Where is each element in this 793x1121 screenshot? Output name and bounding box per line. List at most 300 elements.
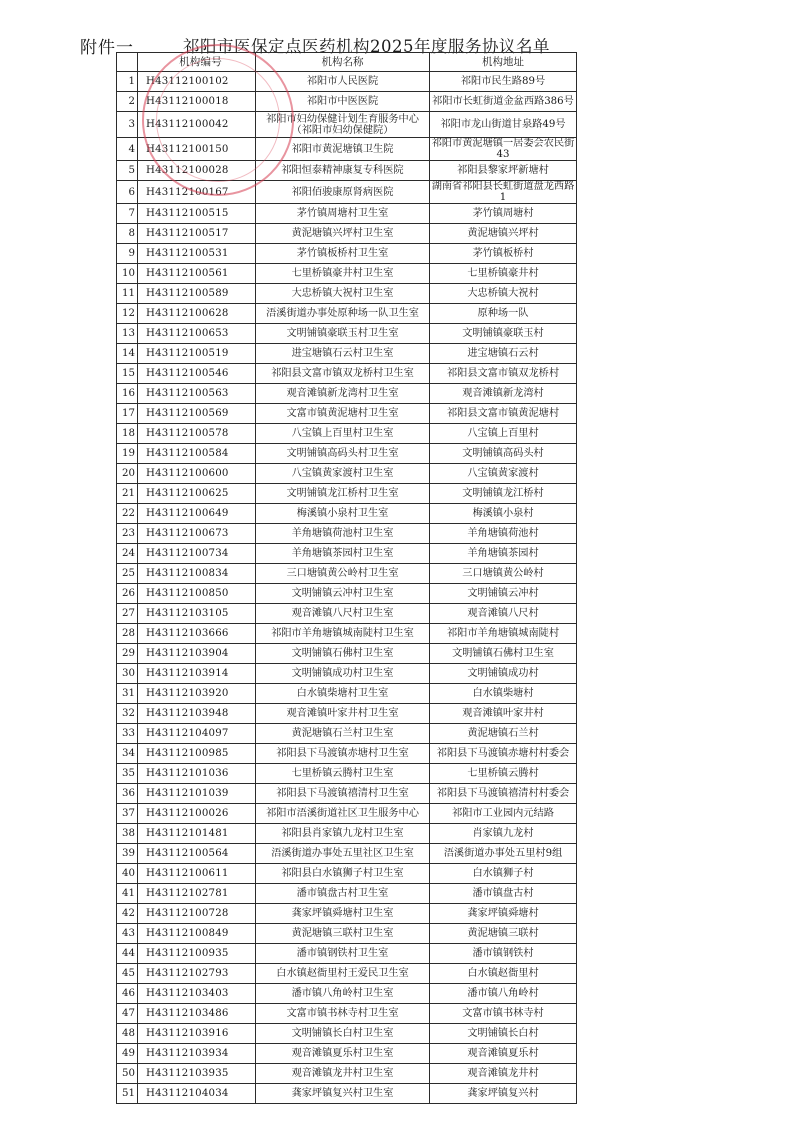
institution-code — [138, 224, 256, 244]
row-number — [117, 784, 138, 804]
institution-name — [256, 204, 430, 224]
row-number — [117, 764, 138, 784]
institution-address-text: 龚家坪镇舜塘村 — [467, 908, 539, 919]
institution-name — [256, 804, 430, 824]
table-header-row — [117, 53, 577, 72]
table-row — [117, 264, 577, 284]
row-number-text: 24 — [122, 548, 135, 559]
institution-code — [138, 1044, 256, 1064]
institution-name-text: 茅竹镇周塘村卫生室 — [296, 208, 389, 219]
table-row — [117, 364, 577, 384]
institution-address-text: 七里桥镇豪井村 — [467, 268, 539, 279]
table-row — [117, 204, 577, 224]
institution-address — [430, 264, 577, 284]
institution-code — [138, 444, 256, 464]
table-row — [117, 864, 577, 884]
row-number — [117, 504, 138, 524]
institution-address — [430, 584, 577, 604]
institution-code — [138, 624, 256, 644]
institution-name — [256, 364, 430, 384]
row-number-text: 16 — [122, 388, 135, 399]
table-row — [117, 484, 577, 504]
table-row — [117, 504, 577, 524]
institution-code — [138, 72, 256, 92]
institution-code — [138, 824, 256, 844]
row-number-text: 37 — [122, 808, 135, 819]
institution-name-text: 龚家坪镇舜塘村卫生室 — [291, 908, 394, 919]
institution-address-text: 黄泥塘镇三联村 — [467, 928, 539, 939]
institution-address — [430, 161, 577, 181]
institution-address-text: 祁阳县黎家坪新塘村 — [457, 165, 549, 176]
institution-address — [430, 224, 577, 244]
row-number — [117, 112, 138, 138]
institution-address-text: 祁阳县文富市镇双龙桥村 — [446, 368, 560, 379]
institution-code — [138, 704, 256, 724]
institution-name — [256, 504, 430, 524]
row-number — [117, 484, 138, 504]
institution-code-text: H43112103916 — [146, 1028, 229, 1039]
institution-code-text: H43112103948 — [146, 708, 229, 719]
institution-code-text: H43112100625 — [146, 488, 229, 499]
institution-address-text: 文明铺镇云冲村 — [467, 588, 539, 599]
institution-name-text: 祁阳市妇幼保健计划生育服务中心 （祁阳市妇幼保健院） — [266, 113, 419, 136]
institution-address-text: 七里桥镇云腾村 — [467, 768, 539, 779]
institution-address — [430, 181, 577, 204]
institution-name — [256, 384, 430, 404]
institution-address — [430, 784, 577, 804]
institution-code — [138, 964, 256, 984]
row-number — [117, 624, 138, 644]
row-number-text: 35 — [122, 768, 135, 779]
institution-address — [430, 644, 577, 664]
row-number — [117, 564, 138, 584]
institution-address — [430, 1044, 577, 1064]
institution-name-text: 文富市镇书林寺村卫生室 — [286, 1008, 399, 1019]
annex-label: 附件一 — [80, 38, 134, 58]
institution-address-text: 潘市镇八角岭村 — [467, 988, 539, 999]
row-number — [117, 984, 138, 1004]
institution-name-text: 黄泥塘镇三联村卫生室 — [291, 928, 394, 939]
institution-code-text: H43112100569 — [146, 408, 229, 419]
row-number-text: 44 — [122, 948, 135, 959]
institution-address-text: 祁阳市龙山街道甘泉路49号 — [440, 119, 566, 130]
institution-code — [138, 884, 256, 904]
institution-name-text: 文明铺镇云冲村卫生室 — [291, 588, 394, 599]
institution-address — [430, 904, 577, 924]
row-number — [117, 904, 138, 924]
table-row — [117, 304, 577, 324]
institution-name-text: 祁阳市中医医院 — [306, 96, 379, 107]
institution-name-text: 祁阳县肖家镇九龙村卫生室 — [281, 828, 404, 839]
institution-address-text: 潘市镇盘古村 — [472, 888, 534, 899]
row-number-text: 11 — [122, 288, 135, 299]
institution-address-text: 肖家镇九龙村 — [472, 828, 534, 839]
table-row — [117, 564, 577, 584]
institution-code-text: H43112100734 — [146, 548, 229, 559]
table-row — [117, 544, 577, 564]
institution-code — [138, 161, 256, 181]
institution-name — [256, 424, 430, 444]
institution-address-text: 祁阳县下马渡镇禧清村村委会 — [436, 788, 570, 799]
institution-address-text: 文明铺镇龙江桥村 — [462, 488, 544, 499]
institution-address-text: 祁阳市长虹街道金盆西路386号 — [432, 96, 574, 107]
institution-name-text: 祁阳县白水镇狮子村卫生室 — [281, 868, 404, 879]
row-number — [117, 1044, 138, 1064]
table-row — [117, 464, 577, 484]
row-number-text: 2 — [128, 96, 135, 107]
row-number — [117, 304, 138, 324]
institution-code — [138, 924, 256, 944]
table-row — [117, 384, 577, 404]
institution-address — [430, 1084, 577, 1104]
institution-address-text: 祁阳县下马渡镇赤塘村村委会 — [436, 748, 570, 759]
row-number-text: 29 — [122, 648, 135, 659]
institution-code — [138, 604, 256, 624]
institution-code-text: H43112100584 — [146, 448, 229, 459]
table-row — [117, 884, 577, 904]
row-number — [117, 1004, 138, 1024]
institution-code — [138, 784, 256, 804]
table-row — [117, 224, 577, 244]
row-number-text: 48 — [122, 1028, 135, 1039]
institution-code — [138, 764, 256, 784]
institution-address-text: 梅溪镇小泉村 — [472, 508, 534, 519]
institution-code — [138, 364, 256, 384]
institution-name — [256, 1044, 430, 1064]
institution-name-text: 进宝塘镇石云村卫生室 — [291, 348, 394, 359]
institution-name — [256, 1004, 430, 1024]
institution-name-text: 潘市镇盘古村卫生室 — [296, 888, 389, 899]
institution-code-text: H43112103935 — [146, 1068, 229, 1079]
institution-code-text: H43112100028 — [146, 165, 229, 176]
institution-name — [256, 344, 430, 364]
institution-code — [138, 804, 256, 824]
row-number — [117, 244, 138, 264]
institution-address-text: 祁阳市羊角塘镇城南陡村 — [446, 628, 560, 639]
row-number — [117, 384, 138, 404]
table-row — [117, 1024, 577, 1044]
institution-code-text: H43112100515 — [146, 208, 229, 219]
institution-code — [138, 504, 256, 524]
institution-name — [256, 138, 430, 161]
institution-address-text: 黄泥塘镇石兰村 — [467, 728, 539, 739]
row-number — [117, 1064, 138, 1084]
institution-address — [430, 864, 577, 884]
institution-name — [256, 161, 430, 181]
row-number — [117, 664, 138, 684]
institution-code-text: H43112102781 — [146, 888, 229, 899]
institution-name-text: 八宝镇上百里村卫生室 — [291, 428, 394, 439]
institution-code-text: H43112104097 — [146, 728, 229, 739]
institution-name — [256, 744, 430, 764]
institution-code-text: H43112101039 — [146, 788, 229, 799]
institution-name — [256, 964, 430, 984]
institution-address-text: 龚家坪镇复兴村 — [467, 1088, 539, 1099]
table-row — [117, 344, 577, 364]
row-number — [117, 324, 138, 344]
institution-name-text: 白水镇赵衙里村王爱民卫生室 — [276, 968, 409, 979]
institution-name — [256, 664, 430, 684]
table-row — [117, 161, 577, 181]
row-number-text: 38 — [122, 828, 135, 839]
institution-address — [430, 364, 577, 384]
institution-name-text: 文明铺镇成功村卫生室 — [291, 668, 394, 679]
row-number — [117, 704, 138, 724]
institution-name — [256, 644, 430, 664]
institution-address — [430, 1024, 577, 1044]
institution-name-text: 潘市镇钢铁村卫生室 — [296, 948, 389, 959]
institution-code — [138, 204, 256, 224]
institution-code — [138, 484, 256, 504]
row-number-text: 1 — [128, 76, 135, 87]
institution-address-text: 白水镇柴塘村 — [472, 688, 534, 699]
institution-code-text: H43112100561 — [146, 268, 229, 279]
table-row — [117, 664, 577, 684]
table-row — [117, 1004, 577, 1024]
table-row — [117, 824, 577, 844]
institution-name-text: 黄泥塘镇兴坪村卫生室 — [291, 228, 394, 239]
row-number-text: 23 — [122, 528, 135, 539]
row-number-text: 32 — [122, 708, 135, 719]
row-number — [117, 284, 138, 304]
institution-code-text: H43112101481 — [146, 828, 229, 839]
row-number-text: 42 — [122, 908, 135, 919]
institution-address-text: 文明铺镇高码头村 — [462, 448, 544, 459]
institution-name-text: 观音滩镇叶家井村卫生室 — [286, 708, 399, 719]
institution-address — [430, 464, 577, 484]
row-number-text: 34 — [122, 748, 135, 759]
table-row — [117, 764, 577, 784]
institution-name-text: 祁阳市浯溪街道社区卫生服务中心 — [266, 808, 419, 819]
row-number — [117, 464, 138, 484]
institution-name — [256, 284, 430, 304]
institution-address-text: 祁阳市工业园内元结路 — [452, 808, 554, 819]
institution-name — [256, 484, 430, 504]
institution-name — [256, 304, 430, 324]
institution-address-text: 白水镇狮子村 — [472, 868, 534, 879]
table-row — [117, 1064, 577, 1084]
institution-address-text: 观音滩镇新龙湾村 — [462, 388, 544, 399]
table-row — [117, 724, 577, 744]
institution-code — [138, 138, 256, 161]
institution-address — [430, 764, 577, 784]
institution-code — [138, 564, 256, 584]
institution-address — [430, 624, 577, 644]
institution-address — [430, 244, 577, 264]
institution-address-text: 大忠桥镇大祝村 — [467, 288, 539, 299]
row-number-text: 5 — [128, 165, 135, 176]
row-number — [117, 824, 138, 844]
table-row — [117, 1084, 577, 1104]
institution-code-text: H43112100673 — [146, 528, 229, 539]
row-number — [117, 864, 138, 884]
row-number-text: 25 — [122, 568, 135, 579]
row-number-text: 27 — [122, 608, 135, 619]
institution-name-text: 祁阳市人民医院 — [306, 76, 379, 87]
table-row — [117, 1044, 577, 1064]
institution-name-text: 羊角塘镇茶园村卫生室 — [291, 548, 394, 559]
institution-address — [430, 564, 577, 584]
table-row — [117, 112, 577, 138]
institution-code-text: H43112100026 — [146, 808, 229, 819]
institution-code — [138, 724, 256, 744]
institution-name — [256, 264, 430, 284]
table-row — [117, 524, 577, 544]
institution-name-text: 观音滩镇新龙湾村卫生室 — [286, 388, 399, 399]
row-number-text: 7 — [128, 208, 135, 219]
institution-address-text: 祁阳市黄泥塘镇一居委会农民街43 — [431, 138, 575, 160]
institution-code-text: H43112100564 — [146, 848, 229, 859]
institution-address — [430, 1064, 577, 1084]
row-number-text: 39 — [122, 848, 135, 859]
institution-address-text: 文明铺镇豪联玉村 — [462, 328, 544, 339]
institution-name-text: 浯溪街道办事处五里社区卫生室 — [271, 848, 414, 859]
institution-code-text: H43112103486 — [146, 1008, 229, 1019]
institution-address-text: 湖南省祁阳县长虹街道盘龙西路1 — [431, 181, 575, 203]
institution-name-text: 大忠桥镇大祝村卫生室 — [291, 288, 394, 299]
institution-address — [430, 704, 577, 724]
institution-address — [430, 112, 577, 138]
institution-code-text: H43112100167 — [146, 186, 229, 198]
institution-code — [138, 92, 256, 112]
row-number — [117, 444, 138, 464]
institution-code-text: H43112100517 — [146, 228, 229, 239]
row-number-text: 4 — [128, 143, 135, 155]
institution-name — [256, 604, 430, 624]
institution-code — [138, 1064, 256, 1084]
institution-name-text: 祁阳市黄泥塘镇卫生院 — [291, 143, 394, 155]
row-number-text: 43 — [122, 928, 135, 939]
institution-name — [256, 112, 430, 138]
institution-code-text: H43112100150 — [146, 143, 229, 155]
table-row — [117, 138, 577, 161]
institution-code-text: H43112100985 — [146, 748, 229, 759]
row-number — [117, 604, 138, 624]
institution-table — [116, 52, 577, 1104]
institution-name — [256, 464, 430, 484]
institution-address — [430, 744, 577, 764]
institution-code-text: H43112100578 — [146, 428, 229, 439]
row-number-text: 18 — [122, 428, 135, 439]
institution-code — [138, 404, 256, 424]
institution-name-text: 文富市镇黄泥塘村卫生室 — [286, 408, 399, 419]
institution-code-text: H43112100728 — [146, 908, 229, 919]
institution-name — [256, 904, 430, 924]
institution-address — [430, 684, 577, 704]
institution-name-text: 文明铺镇龙江桥村卫生室 — [286, 488, 399, 499]
institution-address-text: 浯溪街道办事处五里村9组 — [443, 848, 563, 859]
header-address: 机构地址 — [430, 53, 577, 72]
institution-code-text: H43112100589 — [146, 288, 229, 299]
institution-address — [430, 844, 577, 864]
institution-address-text: 茅竹镇周塘村 — [472, 208, 534, 219]
row-number-text: 40 — [122, 868, 135, 879]
institution-code-text: H43112103403 — [146, 988, 229, 999]
institution-name — [256, 224, 430, 244]
row-number-text: 41 — [122, 888, 135, 899]
row-number-text: 46 — [122, 988, 135, 999]
institution-code — [138, 864, 256, 884]
institution-address-text: 文明铺镇石佛村卫生室 — [452, 648, 554, 659]
institution-address — [430, 284, 577, 304]
row-number-text: 9 — [128, 248, 135, 259]
institution-address-text: 祁阳县文富市镇黄泥塘村 — [446, 408, 560, 419]
institution-code — [138, 524, 256, 544]
institution-code — [138, 1084, 256, 1104]
institution-code — [138, 744, 256, 764]
row-number — [117, 72, 138, 92]
row-number — [117, 964, 138, 984]
institution-name — [256, 524, 430, 544]
row-number-text: 17 — [122, 408, 135, 419]
institution-code-text: H43112103105 — [146, 608, 229, 619]
header-name: 机构名称 — [256, 53, 430, 72]
institution-address — [430, 72, 577, 92]
institution-code-text: H43112103904 — [146, 648, 229, 659]
institution-address-text: 文明铺镇长白村 — [467, 1028, 539, 1039]
table-row — [117, 684, 577, 704]
institution-code-text: H43112100600 — [146, 468, 229, 479]
institution-address — [430, 484, 577, 504]
institution-name — [256, 244, 430, 264]
institution-name — [256, 764, 430, 784]
institution-address-text: 黄泥塘镇兴坪村 — [467, 228, 539, 239]
institution-name — [256, 784, 430, 804]
institution-name — [256, 92, 430, 112]
institution-code-text: H43112100611 — [146, 868, 229, 879]
institution-address-text: 三口塘镇黄公岭村 — [462, 568, 544, 579]
institution-address-text: 八宝镇上百里村 — [467, 428, 539, 439]
table-row — [117, 324, 577, 344]
institution-code — [138, 984, 256, 1004]
row-number-text: 49 — [122, 1048, 135, 1059]
row-number-text: 33 — [122, 728, 135, 739]
row-number — [117, 644, 138, 664]
institution-name — [256, 924, 430, 944]
institution-code-text: H43112100546 — [146, 368, 229, 379]
institution-name — [256, 1084, 430, 1104]
institution-name — [256, 1064, 430, 1084]
row-number — [117, 524, 138, 544]
institution-address — [430, 404, 577, 424]
row-number-text: 26 — [122, 588, 135, 599]
institution-code-text: H43112100653 — [146, 328, 229, 339]
table-row — [117, 784, 577, 804]
row-number — [117, 161, 138, 181]
row-number-text: 51 — [122, 1088, 135, 1099]
institution-address — [430, 524, 577, 544]
institution-code — [138, 424, 256, 444]
row-number-text: 31 — [122, 688, 135, 699]
row-number — [117, 844, 138, 864]
institution-address-text: 潘市镇钢铁村 — [472, 948, 534, 959]
institution-name-text: 三口塘镇黄公岭村卫生室 — [286, 568, 399, 579]
row-number — [117, 944, 138, 964]
table-row — [117, 904, 577, 924]
institution-address-text: 观音滩镇叶家井村 — [462, 708, 544, 719]
institution-name — [256, 1024, 430, 1044]
institution-name-text: 八宝镇黄家渡村卫生室 — [291, 468, 394, 479]
institution-name — [256, 404, 430, 424]
institution-name-text: 观音滩镇八尺村卫生室 — [291, 608, 394, 619]
institution-address — [430, 544, 577, 564]
institution-code-text: H43112100018 — [146, 96, 229, 107]
institution-address — [430, 664, 577, 684]
institution-address-text: 文明铺镇成功村 — [467, 668, 539, 679]
institution-code-text: H43112104034 — [146, 1088, 229, 1099]
institution-name — [256, 544, 430, 564]
institution-address-text: 原种场一队 — [477, 308, 529, 319]
